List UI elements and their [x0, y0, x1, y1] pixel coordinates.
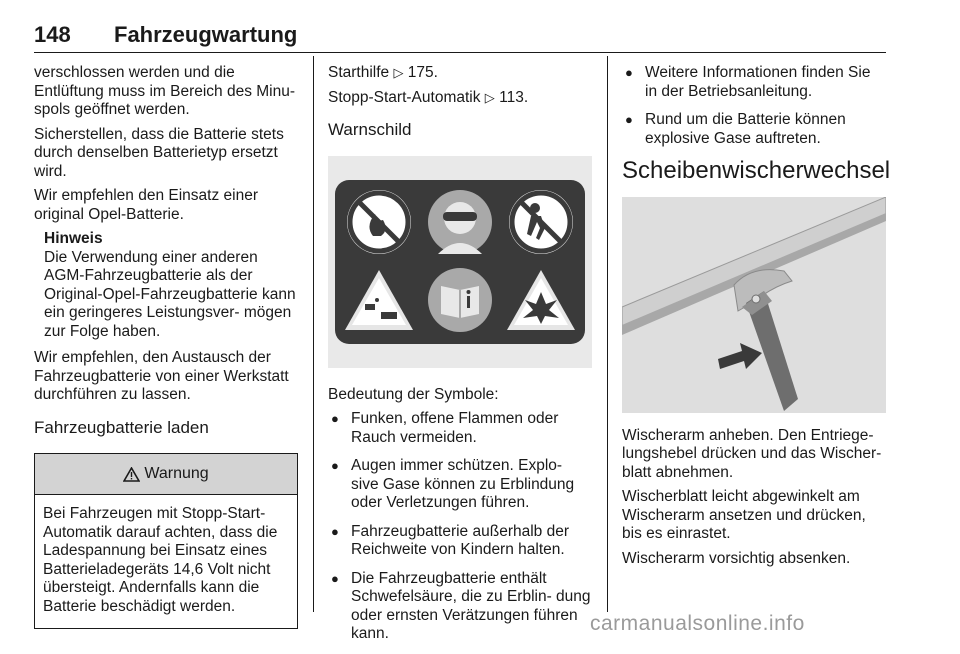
- paragraph: Wischerarm vorsichtig absenken.: [622, 549, 851, 567]
- paragraph: verschlossen werden und die Entlüftung muss im Bereich des Minu- spols geöffnet werden.: [34, 64, 296, 118]
- column-divider: [313, 56, 314, 612]
- paragraph: Wischerblatt leicht abgewinkelt am Wischerarm ansetzen und drücken, bis es einrastet.: [622, 488, 866, 542]
- reference-page: 175.: [407, 64, 438, 81]
- note-block: [44, 230, 298, 341]
- paragraph: Sicherstellen, dass die Batterie stets durch denselben Batterietyp ersetzt wird.: [34, 125, 284, 180]
- note-text: Die Verwendung einer anderen AGM-Fahrzeugbatterie als der Original-Opel-Fahrzeugbatterie kann ein geringeres Leistungsver- mögen zur Folge haben.: [44, 248, 296, 340]
- watermark: carmanualsonline.info: [590, 612, 805, 635]
- cross-reference: [328, 64, 592, 83]
- paragraph: Bedeutung der Symbole:: [328, 385, 499, 403]
- warning-triangle-icon: [123, 467, 140, 482]
- page-title: Fahrzeugwartung: [114, 22, 298, 47]
- list-item: ● Fahrzeugbatterie außerhalb der Reichweite von Kindern halten.: [328, 523, 592, 560]
- list-item: ● Augen immer schützen. Explo- sive Gase können zu Erblindung oder Verletzungen führen.: [328, 457, 592, 513]
- paragraph: Wir empfehlen, den Austausch der Fahrzeugbatterie von einer Werkstatt durchführen zu lassen.: [34, 349, 289, 403]
- column-divider: [607, 56, 608, 612]
- reference-page: 113.: [499, 88, 529, 106]
- page-header: [34, 22, 886, 53]
- page-number: 148: [34, 22, 71, 47]
- warning-symbols-icon: [335, 180, 585, 344]
- symbols-list: [328, 410, 592, 644]
- no-fire-icon: [347, 190, 411, 254]
- reference-label: Starthilfe: [328, 64, 390, 81]
- list-item: ● Weitere Informationen finden Sie in der Betriebsanleitung.: [622, 64, 886, 101]
- wiper-figure: [622, 197, 886, 413]
- warning-label-figure: [328, 156, 592, 368]
- warning-title: Warnung: [144, 464, 209, 482]
- column-middle: [328, 64, 592, 654]
- list-item: ● Funken, offene Flammen oder Rauch vermeiden.: [328, 410, 592, 447]
- cross-reference: [328, 89, 592, 108]
- list-item: ● Die Fahrzeugbatterie enthält Schwefelsäure, die zu Erblin- dung oder ernsten Verätzungen führen kann.: [328, 570, 592, 644]
- section-heading: Warnschild: [328, 120, 412, 139]
- warning-header: [35, 454, 297, 495]
- note-title: Hinweis: [44, 230, 103, 247]
- keep-away-children-icon: [509, 190, 573, 254]
- page-reference-icon: ▷: [393, 65, 404, 80]
- section-heading: Fahrzeugbatterie laden: [34, 417, 209, 437]
- column-left: [34, 64, 298, 629]
- info-list: [622, 64, 886, 148]
- warning-box: [34, 453, 298, 629]
- reference-label: Stopp-Start-Automatik: [328, 88, 481, 106]
- section-heading: Scheibenwischerwechsel: [622, 157, 891, 184]
- read-manual-icon: [428, 268, 492, 332]
- column-right: [622, 64, 891, 574]
- paragraph: Wir empfehlen den Einsatz einer original Opel-Batterie.: [34, 187, 259, 223]
- paragraph: Wischerarm anheben. Den Entriege- lungshebel drücken und das Wischer- blatt abnehmen.: [622, 426, 882, 481]
- wiper-blade-illustration: [622, 197, 886, 413]
- warning-text: Bei Fahrzeugen mit Stopp-Start- Automatik darauf achten, dass die Ladespannung bei Einsatz eines Batterieladegeräts 14,6 Volt nicht übersteigt. Andernfalls kann die Batterie beschädigt werden.: [43, 505, 278, 615]
- list-item: ● Rund um die Batterie können explosive Gase auftreten.: [622, 111, 886, 148]
- eye-protection-icon: [428, 190, 492, 254]
- page-reference-icon: ▷: [484, 89, 495, 105]
